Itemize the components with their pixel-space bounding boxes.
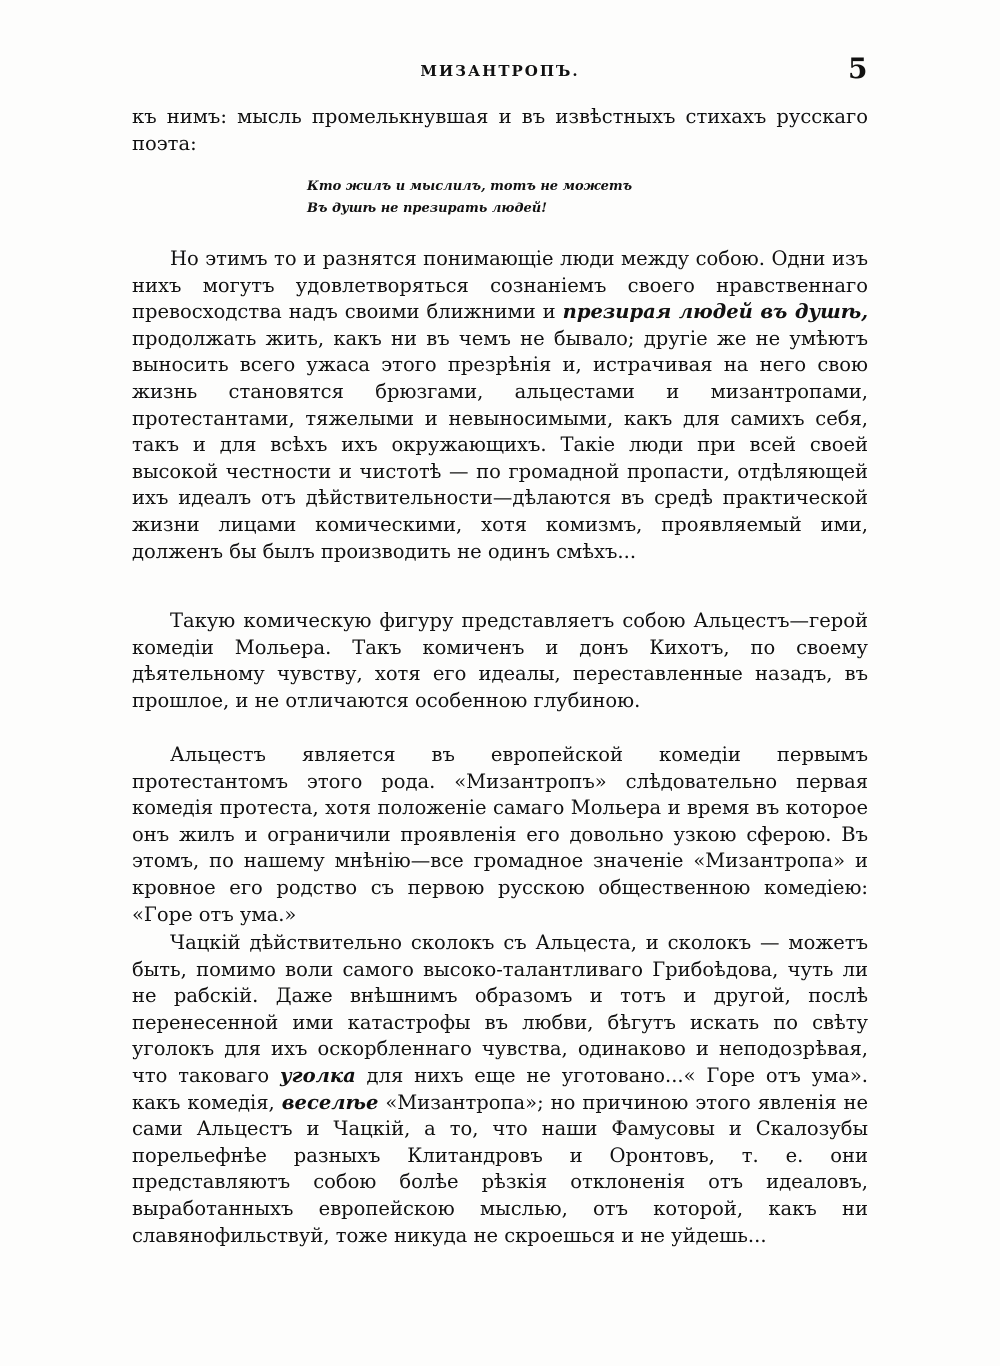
paragraph-continuation: къ нимъ: мысль промелькнувшая и въ извѣстныхъ стихахъ русскаго поэта: — [132, 105, 868, 155]
opening-paragraph — [132, 104, 868, 157]
paragraph-4 — [132, 930, 868, 1249]
paragraph-text: Но этимъ то и разнятся понимающіе люди между собою. Одни изъ нихъ могутъ удовлетворяться сознаніемъ своего нравственнаго превосходства надъ своими ближними и — [132, 247, 868, 324]
emphasized-text: уголка — [279, 1063, 356, 1087]
verse-line: Въ душѣ не презирать людей! — [307, 201, 547, 216]
emphasized-text: презирая людей въ душѣ, — [562, 300, 869, 324]
paragraph-text: Альцестъ является въ европейской комедіи первымъ протестантомъ этого рода. «Мизантропъ» слѣдовательно первая комедія протеста, хотя положеніе самаго Мольера и время въ которое онъ жилъ и ограничили проявленія его довольно узкою сферою. Въ этомъ, по нашему мнѣнію—все громадное значеніе «Мизантропа» и кровное его родство съ первою русскою общественною комедіею: «Горе отъ ума.» — [132, 743, 868, 926]
paragraph-3 — [132, 742, 868, 928]
paragraph-text: Чацкій дѣйствительно сколокъ съ Альцеста, и сколокъ — можетъ быть, помимо воли самого высоко-талантливаго Грибоѣдова, чуть ли не рабскій. Даже внѣшнимъ образомъ и тотъ и другой, послѣ перенесенной ими катастрофы въ любви, бѣгутъ искать по свѣту уголокъ для ихъ оскорбленнаго чувства, одинаково и неподозрѣвая, что таковаго — [132, 931, 868, 1087]
paragraph-text: для нихъ еще не уготовано...« Горе отъ ума». какъ комедія, — [132, 1063, 869, 1114]
verse-line: Кто жилъ и мыслилъ, тотъ не можетъ — [307, 179, 633, 194]
paragraph-text: «Мизантропа»; но причиною этого явленія не сами Альцестъ и Чацкій, а то, что наши Фамусовы и Скалозубы порельефнѣе разныхъ Клитандровъ и Оронтовъ, т. е. они представляютъ собою болѣе рѣзкія отклоненія отъ идеаловъ, выработанныхъ европейскою мыслью, отъ которой, какъ ни славянофильствуй, тоже никуда не скроешься и не уйдешь... — [132, 1090, 868, 1247]
page-number: 5 — [848, 52, 868, 85]
paragraph-2 — [132, 608, 868, 714]
verse-quote — [307, 176, 632, 220]
emphasized-text: веселѣе — [281, 1090, 379, 1114]
paragraph-text: Такую комическую фигуру представляетъ собою Альцестъ—герой комедіи Мольера. Такъ комиченъ и донъ Кихотъ, по своему дѣятельному чувству, хотя его идеалы, переставленные назадъ, въ прошлое, и не отличаются особенною глубиною. — [132, 609, 868, 712]
paragraph-1 — [132, 246, 868, 565]
paragraph-text: продолжать жить, какъ ни въ чемъ не бывало; другіе же не умѣютъ выносить всего ужаса этого презрѣнія и, истрачивая на него свою жизнь становятся брюзгами, альцестами и мизантропами, протестантами, тяжелыми и невыносимыми, какъ для самихъ себя, такъ и для всѣхъ ихъ окружающихъ. Такіе люди при всей своей высокой честности и чистотѣ — по громадной пропасти, отдѣляющей ихъ идеалъ отъ дѣйствительности—дѣлаются въ средѣ практической жизни лицами комическими, хотя комизмъ, проявляемый ими, долженъ бы былъ производить не одинъ смѣхъ... — [132, 326, 868, 563]
running-title: МИЗАНТРОПЪ. — [420, 62, 580, 80]
